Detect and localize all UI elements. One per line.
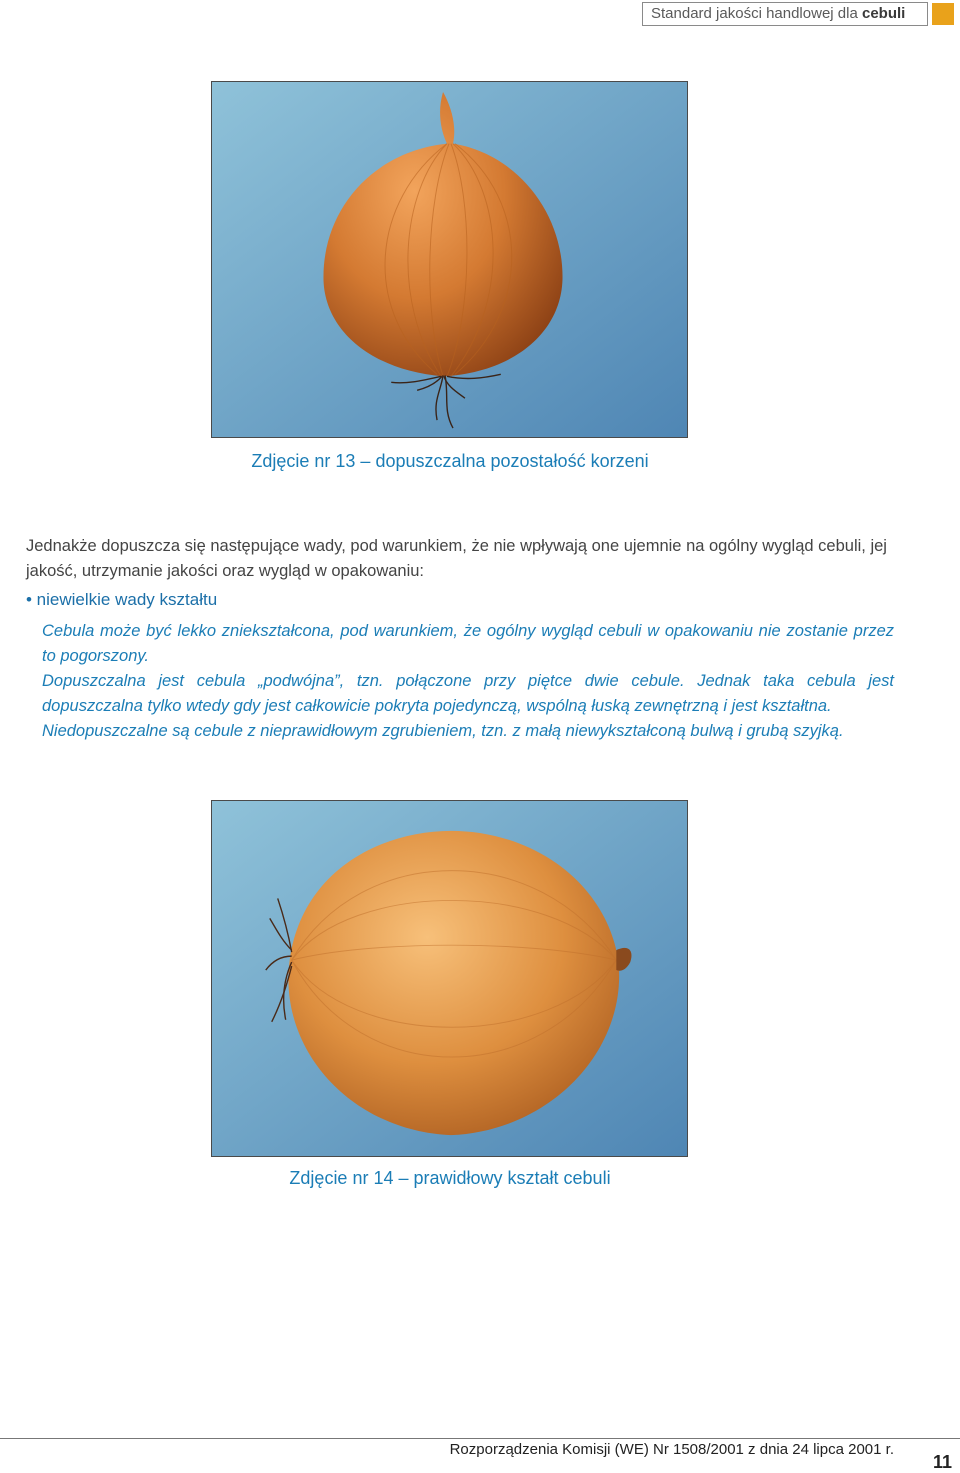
running-header — [642, 2, 928, 26]
photo-14-caption: Zdjęcie nr 14 – prawidłowy kształt cebuli — [289, 1168, 611, 1188]
detail-paragraph-2: Dopuszczalna jest cebula „podwójna”, tzn. połączone przy piętce dwie cebule. Jednak taka cebula jest dopuszczalna tylko wtedy gdy jest całkowicie pokryta pojedynczą, wspólną łuską zewnętrzną i jest kształtna. — [42, 672, 894, 715]
detail-paragraph-1: Cebula może być lekko zniekształcona, pod warunkiem, że ogólny wygląd cebuli w opakowaniu nie zostanie przez to pogorszony. — [42, 622, 894, 665]
intro-paragraph: Jednakże dopuszcza się następujące wady, pod warunkiem, że nie wpływają one ujemnie na ogólny wygląd cebuli, jej jakość, utrzymanie jakości oraz wygląd w opakowaniu: — [26, 537, 887, 580]
photo-13-caption: Zdjęcie nr 13 – dopuszczalna pozostałość korzeni — [251, 451, 649, 471]
detail-paragraph-3: Niedopuszczalne są cebule z nieprawidłowym zgrubieniem, tzn. z małą niewykształconą bulwą i grubą szyjką. — [42, 722, 844, 740]
header-title-bold: cebuli — [861, 5, 906, 22]
footer-rule — [0, 1438, 960, 1439]
onion-photo-14 — [211, 800, 688, 1157]
shape-defects-details — [42, 619, 894, 744]
onion-photo-13 — [211, 81, 688, 438]
header-accent-block — [932, 3, 954, 25]
header-title-prefix: Standard jakości handlowej dla — [651, 5, 858, 22]
bullet-shape-defects: • niewielkie wady kształtu — [26, 590, 218, 609]
footer-citation: Rozporządzenia Komisji (WE) Nr 1508/2001 z dnia 24 lipca 2001 r. — [449, 1441, 894, 1458]
page-number: 11 — [932, 1452, 952, 1472]
